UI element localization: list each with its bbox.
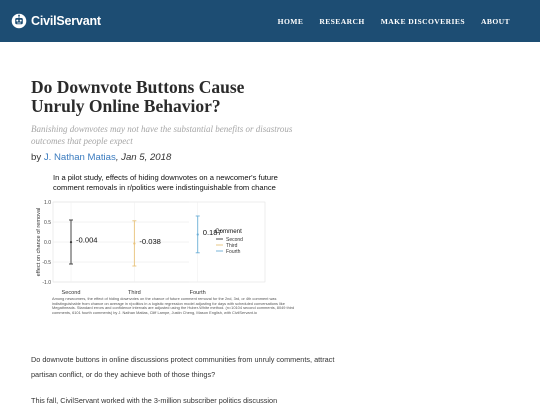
article-paragraph-2: This fall, CivilServant worked with the 3-million subscriber politics discussion — [31, 396, 278, 405]
byline — [31, 152, 301, 163]
y-tick-label: -0.5 — [42, 259, 51, 266]
y-tick-label: -1.0 — [42, 279, 51, 286]
publish-date: , Jan 5, 2018 — [115, 152, 172, 163]
legend-entry: Fourth — [226, 248, 241, 255]
article-subtitle: Banishing downvotes may not have the substantial benefits or disastrous outcomes that people expect — [31, 124, 293, 146]
x-tick-label: Fourth — [189, 290, 206, 296]
nav-about[interactable]: ABOUT — [480, 16, 510, 26]
byline-prefix: by — [31, 152, 42, 163]
y-tick-label: 1.0 — [44, 199, 51, 206]
point-estimate — [133, 242, 135, 244]
site-header — [0, 0, 540, 42]
nav-home[interactable]: HOME — [277, 16, 304, 26]
main-nav — [262, 0, 510, 42]
article-title: Do Downvote Buttons Cause Unruly Online Behavior? — [31, 77, 245, 116]
legend-entry: Third — [226, 242, 238, 249]
legend-title: Comment — [215, 228, 242, 235]
legend-entry: Second — [226, 236, 243, 243]
point-estimate — [70, 241, 72, 243]
x-tick-label: Third — [127, 290, 141, 296]
brand-home-link[interactable] — [11, 13, 101, 29]
data-label: 0.187 — [202, 228, 222, 238]
article-header — [31, 78, 301, 163]
nav-make-discoveries[interactable]: MAKE DISCOVERIES — [380, 16, 465, 26]
y-tick-label: 0.5 — [44, 219, 51, 226]
data-label: -0.038 — [139, 237, 161, 247]
nav-research[interactable]: RESEARCH — [319, 16, 365, 26]
robot-logo-icon — [11, 13, 27, 29]
results-chart — [33, 198, 301, 298]
x-tick-label: Second — [61, 290, 81, 296]
point-estimate — [197, 233, 199, 235]
figure-title: In a pilot study, effects of hiding downvotes on a newcomer's future comment removals in r/politics were indistinguishable from chance — [53, 173, 278, 192]
y-tick-label: 0.0 — [44, 239, 51, 246]
figure-caption: Among newcomers, the effect of hiding downvotes on the chance of future comment removal for the 2nd, 3rd, or 4th comment was indistinguishable from chance on average in r/politics in a logistic regression model adjusting for days with scheduled conversations like Megathreads. Standard errors and confidence intervals are adjusted using the Huber-White method. (n=10104 second comments, 8049 third comments, 6101 fourth comments) by J. Nathan Matias, Cliff Lampe, Justin Cheng, Mason English, with CivilServant.io — [52, 296, 295, 315]
results-figure — [33, 170, 301, 336]
author-link[interactable]: J. Nathan Matias — [43, 152, 116, 163]
article-paragraph-1: Do downvote buttons in online discussions protect communities from unruly comments, attract partisan conflict, or do they achieve both of those things? — [31, 355, 335, 379]
y-tick-labels — [42, 200, 51, 286]
data-label: -0.004 — [76, 235, 98, 245]
y-axis-label: effect on chance of removal — [36, 207, 42, 277]
site-name: CivilServant — [31, 14, 101, 28]
